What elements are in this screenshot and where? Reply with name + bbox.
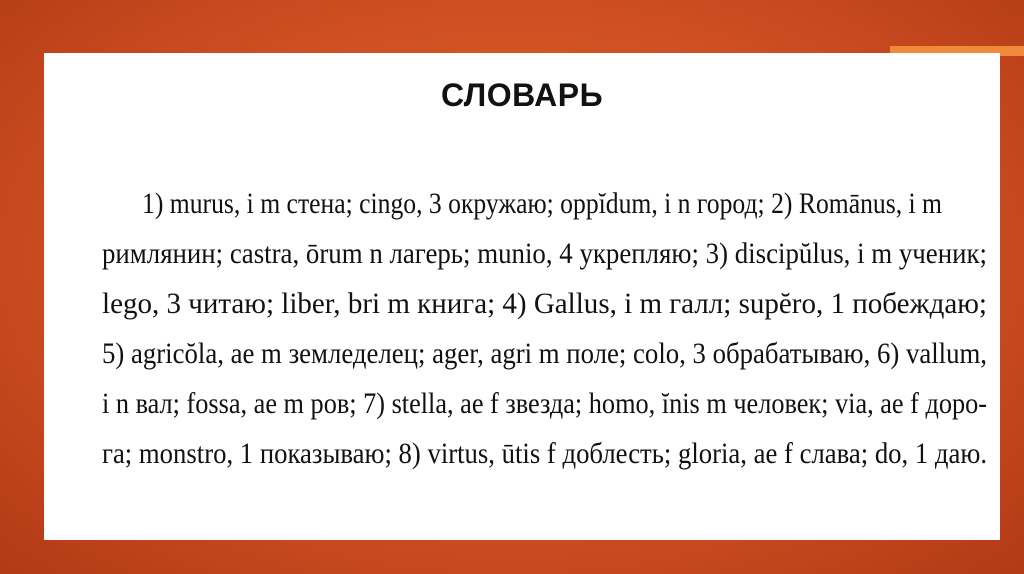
dictionary-line-2 [102, 231, 987, 277]
dictionary-line-text: lego, 3 читаю; liber, bri m книга; 4) Gallus, i m галл; supĕro, 1 побеждаю; [102, 287, 987, 320]
dictionary-line-text: i n вал; fossa, ae m ров; 7) stella, ae f звезда; homo, ĭnis m человек; via, ae f доро- [102, 387, 987, 420]
dictionary-line-1 [142, 181, 942, 227]
dictionary-line-text: 5) agricŏla, ae m земледелец; ager, agri m поле; colo, 3 обрабатываю, 6) vallum, [102, 337, 987, 370]
dictionary-line-text: га; monstro, 1 показываю; 8) virtus, ūtis f доблесть; gloria, ae f слава; do, 1 даю. [102, 437, 987, 470]
dictionary-line-text: 1) murus, i m стена; cingo, 3 окружаю; oppĭdum, i n город; 2) Romānus, i m [142, 187, 942, 220]
dictionary-line-6 [102, 431, 987, 477]
dictionary-line-5 [102, 381, 987, 427]
dictionary-line-4 [102, 331, 987, 377]
slide-card [44, 53, 1000, 540]
page-title: СЛОВАРЬ [440, 77, 604, 113]
dictionary-line-text: римлянин; castra, ōrum n лагерь; munio, 4 укрепляю; 3) discipŭlus, i m ученик; [102, 237, 987, 270]
dictionary-line-3 [102, 281, 987, 327]
